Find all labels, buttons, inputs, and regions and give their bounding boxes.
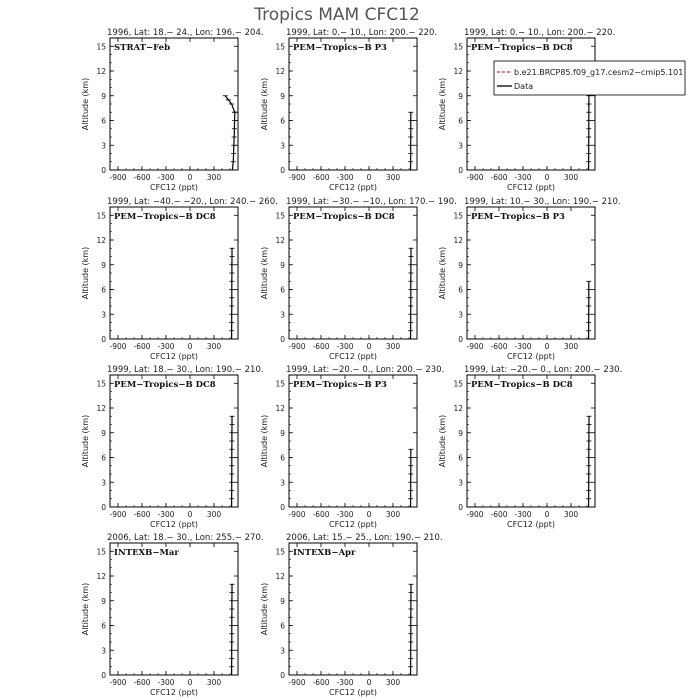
panel-header: 1999, Lat: −40.− −20., Lon: 240.− 260. [107, 197, 278, 207]
y-axis-label: Altitude (km) [260, 414, 269, 468]
y-tick-label: 3 [101, 141, 106, 151]
x-axis-label: CFC12 (ppt) [506, 520, 556, 529]
y-tick-label: 15 [96, 379, 106, 389]
y-tick-label: 12 [96, 572, 106, 581]
panel-10 [81, 533, 264, 697]
x-tick-label: -300 [157, 510, 175, 519]
y-tick-label: 3 [101, 646, 106, 656]
y-tick-label: 9 [458, 260, 463, 270]
x-tick-label: -600 [490, 173, 508, 182]
x-tick-label: -900 [109, 678, 127, 687]
x-tick-label: -600 [133, 678, 151, 687]
y-tick-label: 9 [458, 428, 463, 438]
x-tick-label: 0 [544, 342, 550, 351]
x-tick-label: 0 [187, 510, 193, 519]
x-tick-label: 0 [187, 173, 193, 182]
x-tick-label: 300 [563, 510, 579, 519]
x-tick-label: -600 [490, 342, 508, 351]
y-tick-label: 3 [280, 310, 285, 320]
x-tick-label: -300 [336, 510, 354, 519]
x-tick-label: 0 [544, 510, 550, 519]
y-tick-label: 15 [275, 42, 285, 52]
y-tick-label: 12 [453, 236, 463, 245]
x-tick-label: -300 [157, 342, 175, 351]
x-tick-label: -300 [336, 173, 354, 182]
y-tick-label: 12 [275, 67, 285, 76]
y-tick-label: 6 [280, 285, 285, 295]
y-tick-label: 9 [101, 91, 106, 101]
x-tick-label: 300 [206, 510, 222, 519]
x-axis-label: CFC12 (ppt) [506, 352, 556, 361]
x-axis-label: CFC12 (ppt) [149, 352, 199, 361]
panel-header: 1996, Lat: 18.− 24., Lon: 196.− 204. [107, 28, 264, 38]
panel-7 [81, 365, 264, 529]
y-tick-label: 6 [458, 285, 463, 295]
y-tick-label: 6 [101, 116, 106, 126]
y-tick-label: 15 [275, 379, 285, 389]
x-tick-label: -900 [109, 173, 127, 182]
y-tick-label: 0 [458, 335, 463, 344]
x-tick-label: 300 [206, 342, 222, 351]
panel-header: 1999, Lat: −20.− 0., Lon: 200.− 230. [286, 365, 445, 375]
x-tick-label: 0 [187, 678, 193, 687]
x-axis-label: CFC12 (ppt) [149, 183, 199, 192]
x-tick-label: 300 [385, 342, 401, 351]
y-tick-label: 3 [280, 478, 285, 488]
y-tick-label: 12 [96, 67, 106, 76]
y-axis-label: Altitude (km) [260, 77, 269, 131]
x-tick-label: 300 [385, 510, 401, 519]
x-tick-label: -900 [466, 510, 484, 519]
y-tick-label: 0 [280, 671, 285, 680]
y-tick-label: 15 [275, 211, 285, 221]
x-tick-label: 0 [366, 678, 372, 687]
x-tick-label: -900 [109, 510, 127, 519]
x-tick-label: 300 [206, 678, 222, 687]
x-axis-label: CFC12 (ppt) [328, 688, 378, 697]
y-tick-label: 6 [280, 453, 285, 463]
panel-header: 1999, Lat: −20.− 0., Lon: 200.− 230. [464, 365, 623, 375]
legend-label: b.e21.BRCP85.f09_g17.cesm2−cmip5.101 [514, 68, 684, 77]
panels-group [81, 28, 685, 697]
x-tick-label: -900 [466, 342, 484, 351]
panel-label: STRAT−Feb [114, 43, 171, 53]
x-tick-label: 300 [563, 342, 579, 351]
y-axis-label: Altitude (km) [260, 582, 269, 636]
x-tick-label: -900 [109, 342, 127, 351]
panel-label: INTEXB−Mar [114, 548, 179, 558]
plot-frame [467, 375, 595, 507]
panel-label: INTEXB−Apr [293, 548, 356, 558]
y-tick-label: 9 [458, 91, 463, 101]
figure-title: Tropics MAM CFC12 [254, 5, 420, 25]
y-tick-label: 15 [453, 42, 463, 52]
x-tick-label: -600 [133, 173, 151, 182]
y-tick-label: 6 [101, 285, 106, 295]
panel-header: 2006, Lat: 15.− 25., Lon: 190.− 210. [286, 533, 443, 543]
y-tick-label: 15 [453, 379, 463, 389]
y-tick-label: 12 [275, 572, 285, 581]
y-tick-label: 0 [101, 671, 106, 680]
x-tick-label: -900 [288, 510, 306, 519]
x-tick-label: -600 [312, 342, 330, 351]
x-tick-label: -600 [312, 510, 330, 519]
plot-frame [289, 375, 417, 507]
x-tick-label: -300 [157, 173, 175, 182]
x-tick-label: 300 [385, 678, 401, 687]
y-tick-label: 9 [101, 428, 106, 438]
x-tick-label: 0 [366, 510, 372, 519]
x-tick-label: -300 [514, 510, 532, 519]
x-tick-label: 0 [544, 173, 550, 182]
y-tick-label: 9 [101, 260, 106, 270]
x-tick-label: -300 [336, 342, 354, 351]
panel-label: PEM−Tropics−B DC8 [293, 212, 395, 222]
panel-label: PEM−Tropics−B DC8 [114, 212, 216, 222]
x-tick-label: -600 [312, 173, 330, 182]
x-tick-label: -600 [133, 342, 151, 351]
panel-label: PEM−Tropics−B DC8 [471, 380, 573, 390]
y-tick-label: 3 [101, 310, 106, 320]
x-tick-label: -600 [490, 510, 508, 519]
x-tick-label: -300 [514, 173, 532, 182]
panel-header: 1999, Lat: −30.− −10., Lon: 170.− 190. [286, 197, 457, 207]
panel-label: PEM−Tropics−B P3 [293, 380, 387, 390]
x-tick-label: -300 [514, 342, 532, 351]
y-tick-label: 15 [96, 42, 106, 52]
panel-1 [81, 28, 264, 192]
panel-header: 2006, Lat: 18.− 30., Lon: 255.− 270. [107, 533, 264, 543]
x-axis-label: CFC12 (ppt) [149, 520, 199, 529]
plot-frame [467, 38, 595, 170]
y-axis-label: Altitude (km) [260, 246, 269, 300]
y-tick-label: 9 [101, 596, 106, 606]
x-tick-label: -600 [312, 678, 330, 687]
panel-header: 1999, Lat: 0.− 10., Lon: 200.− 220. [286, 28, 438, 38]
plot-frame [110, 375, 238, 507]
panel-5 [260, 197, 457, 361]
plot-frame [289, 38, 417, 170]
y-tick-label: 3 [458, 478, 463, 488]
y-tick-label: 0 [280, 166, 285, 175]
y-tick-label: 6 [458, 453, 463, 463]
y-tick-label: 6 [280, 621, 285, 631]
x-tick-label: 0 [187, 342, 193, 351]
y-tick-label: 15 [96, 211, 106, 221]
y-tick-label: 15 [275, 547, 285, 557]
x-axis-label: CFC12 (ppt) [149, 688, 199, 697]
panel-6 [438, 197, 621, 361]
x-axis-label: CFC12 (ppt) [328, 352, 378, 361]
y-tick-label: 6 [101, 453, 106, 463]
panel-9 [438, 365, 622, 529]
x-tick-label: -300 [157, 678, 175, 687]
panel-8 [260, 365, 444, 529]
plot-frame [289, 543, 417, 675]
panel-label: PEM−Tropics−B P3 [293, 43, 387, 53]
y-tick-label: 6 [101, 621, 106, 631]
y-tick-label: 0 [101, 335, 106, 344]
x-tick-label: 300 [385, 173, 401, 182]
y-tick-label: 6 [280, 116, 285, 126]
y-axis-label: Altitude (km) [81, 582, 90, 636]
y-tick-label: 12 [453, 67, 463, 76]
y-tick-label: 12 [275, 404, 285, 413]
y-tick-label: 9 [280, 260, 285, 270]
panel-4 [81, 197, 278, 361]
y-axis-label: Altitude (km) [81, 414, 90, 468]
y-tick-label: 0 [101, 503, 106, 512]
y-tick-label: 9 [280, 91, 285, 101]
y-tick-label: 0 [458, 503, 463, 512]
y-tick-label: 0 [280, 503, 285, 512]
x-tick-label: 0 [366, 173, 372, 182]
data-series-line [232, 112, 234, 170]
y-axis-label: Altitude (km) [81, 246, 90, 300]
panel-header: 1999, Lat: 10.− 30., Lon: 190.− 210. [464, 197, 621, 207]
y-tick-label: 15 [96, 547, 106, 557]
y-tick-label: 3 [280, 141, 285, 151]
x-tick-label: 300 [563, 173, 579, 182]
x-tick-label: 300 [206, 173, 222, 182]
plot-frame [110, 38, 238, 170]
panel-2 [260, 28, 437, 192]
x-tick-label: -900 [288, 173, 306, 182]
y-tick-label: 3 [458, 310, 463, 320]
y-tick-label: 0 [280, 335, 285, 344]
panel-label: PEM−Tropics−B DC8 [471, 43, 573, 53]
panel-header: 1999, Lat: 0.− 10., Lon: 200.− 220. [464, 28, 616, 38]
y-tick-label: 12 [96, 404, 106, 413]
x-tick-label: -900 [288, 678, 306, 687]
panel-header: 1999, Lat: 18.− 30., Lon: 190.− 210. [107, 365, 264, 375]
y-axis-label: Altitude (km) [81, 77, 90, 131]
x-axis-label: CFC12 (ppt) [506, 183, 556, 192]
y-tick-label: 12 [96, 236, 106, 245]
x-tick-label: -600 [133, 510, 151, 519]
x-tick-label: 0 [366, 342, 372, 351]
y-tick-label: 3 [458, 141, 463, 151]
panel-11 [260, 533, 443, 697]
plot-frame [110, 207, 238, 339]
y-axis-label: Altitude (km) [438, 414, 447, 468]
y-tick-label: 9 [280, 428, 285, 438]
panel-label: PEM−Tropics−B P3 [471, 212, 565, 222]
y-tick-label: 9 [280, 596, 285, 606]
plot-frame [289, 207, 417, 339]
y-tick-label: 3 [101, 478, 106, 488]
y-axis-label: Altitude (km) [438, 77, 447, 131]
legend-label: Data [514, 82, 534, 91]
panel-3 [438, 28, 685, 192]
y-tick-label: 3 [280, 646, 285, 656]
panel-label: PEM−Tropics−B DC8 [114, 380, 216, 390]
y-axis-label: Altitude (km) [438, 246, 447, 300]
y-tick-label: 12 [275, 236, 285, 245]
y-tick-label: 0 [101, 166, 106, 175]
x-tick-label: -900 [288, 342, 306, 351]
y-tick-label: 12 [453, 404, 463, 413]
y-tick-label: 0 [458, 166, 463, 175]
legend [494, 61, 685, 95]
y-tick-label: 6 [458, 116, 463, 126]
plot-frame [467, 207, 595, 339]
x-axis-label: CFC12 (ppt) [328, 183, 378, 192]
x-tick-label: -900 [466, 173, 484, 182]
x-axis-label: CFC12 (ppt) [328, 520, 378, 529]
plot-frame [110, 543, 238, 675]
y-tick-label: 15 [453, 211, 463, 221]
x-tick-label: -300 [336, 678, 354, 687]
